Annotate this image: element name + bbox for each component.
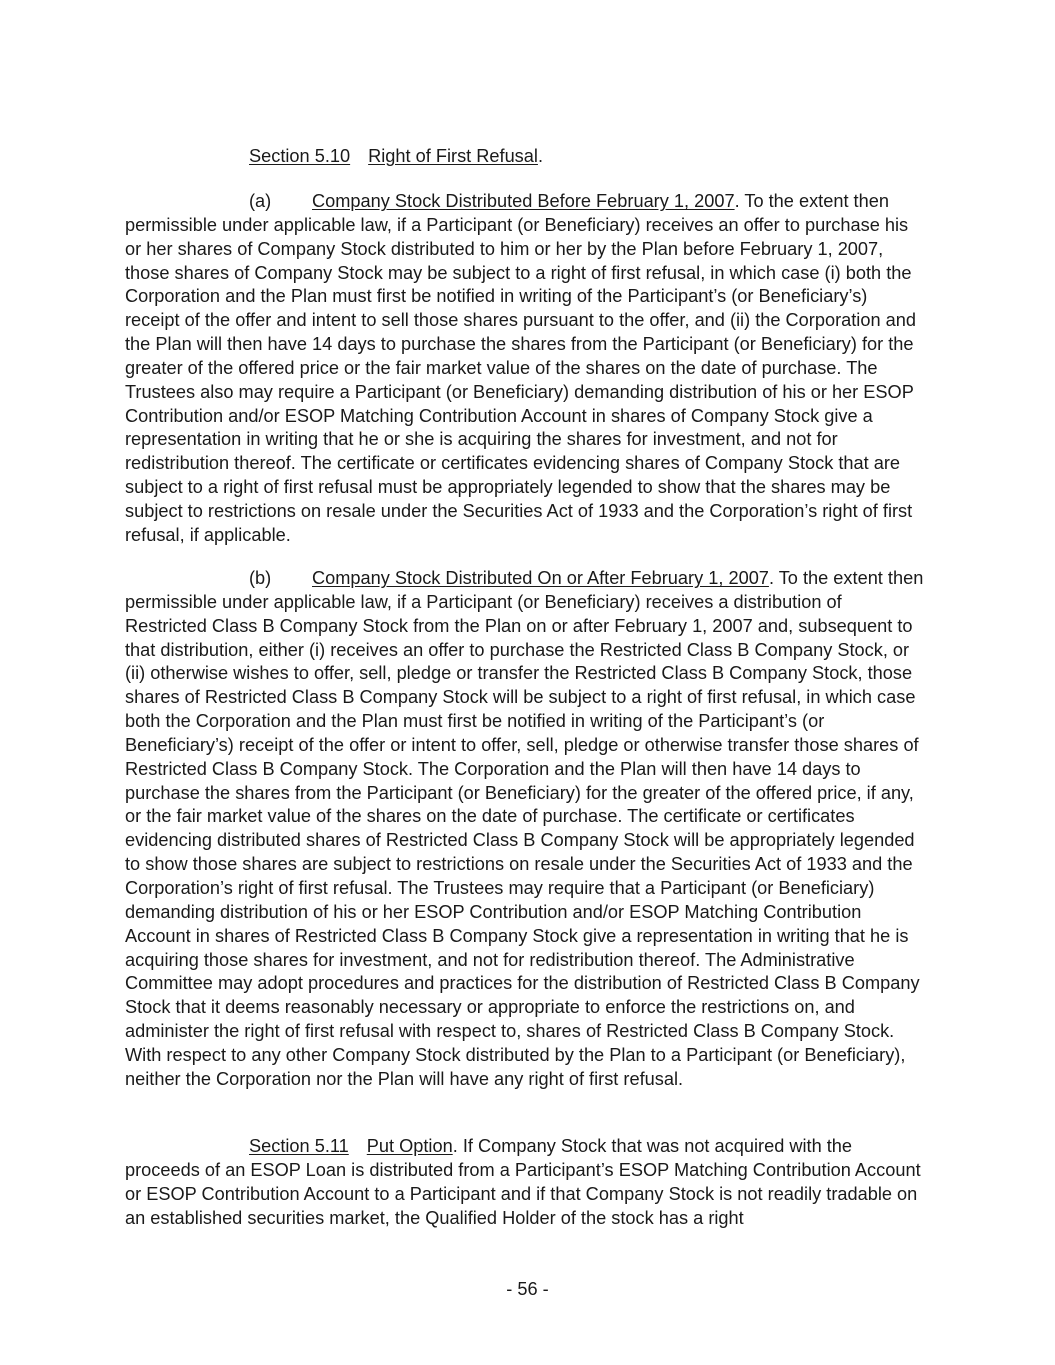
section-5-10-number: Section 5.10 [249, 146, 351, 166]
section-5-11-number: Section 5.11 [249, 1136, 349, 1156]
section-5-11-paragraph [125, 1135, 925, 1230]
paragraph-b-body: . To the extent then permissible under applicable law, if a Participant (or Beneficiary) receives a distribution of Restricted Class B Company Stock from the Plan on or after February 1, 2007 and, subsequent to that distribution, either (i) receives an offer to purchase the Restricted Class B Company Stock, or (ii) otherwise wishes to offer, sell, pledge or transfer the Restricted Class B Company Stock, those shares of Restricted Class B Company Stock will be subject to a right of first refusal, in which case both the Corporation and the Plan must first be notified in writing of the Participant’s (or Beneficiary’s) receipt of the offer or intent to offer, sell, pledge or otherwise transfer those shares of Restricted Class B Company Stock. The Corporation and the Plan will then have 14 days to purchase the shares from the Participant (or Beneficiary) for the greater of the offered price, if any, or the fair market value of the shares on the date of purchase. The certificate or certificates evidencing distributed shares of Restricted Class B Company Stock will be appropriately legended to show those shares are subject to restrictions on resale under the Securities Act of 1933 and the Corporation’s right of first refusal. The Trustees may require that a Participant (or Beneficiary) demanding distribution of his or her ESOP Contribution and/or ESOP Matching Contribution Account in shares of Restricted Class B Company Stock give a representation in writing that he is acquiring those shares for investment, and not for redistribution thereof. The Administrative Committee may adopt procedures and practices for the distribution of Restricted Class B Company Stock that it deems reasonably necessary or appropriate to enforce the restrictions on, and administer the right of first refusal with respect to, shares of Restricted Class B Company Stock. With respect to any other Company Stock distributed by the Plan to a Participant (or Beneficiary), neither the Corporation nor the Plan will have any right of first refusal. [125, 568, 924, 1089]
paragraph-a [125, 190, 925, 548]
paragraph-b [125, 567, 925, 1092]
section-5-10-title: Right of First Refusal [368, 146, 538, 166]
section-5-11-body: . If Company Stock that was not acquired with the proceeds of an ESOP Loan is distributed from a Participant’s ESOP Matching Contribution Account or ESOP Contribution Account to a Participant and if that Company Stock is not readily tradable on an established securities market, the Qualified Holder of the stock has a right [125, 1136, 921, 1228]
paragraph-a-body: . To the extent then permissible under applicable law, if a Participant (or Beneficiary) receives an offer to purchase his or her shares of Company Stock distributed to him or her by the Plan before February 1, 2007, those shares of Company Stock may be subject to a right of first refusal, in which case (i) both the Corporation and the Plan must first be notified in writing of the Participant’s (or Beneficiary’s) receipt of the offer and intent to sell those shares pursuant to the offer, and (ii) the Corporation and the Plan will then have 14 days to purchase the shares from the Participant (or Beneficiary) for the greater of the offered price or the fair market value of the shares on the date of purchase. The Trustees also may require a Participant (or Beneficiary) demanding distribution of his or her ESOP Contribution and/or ESOP Matching Contribution Account in shares of Company Stock give a representation in writing that he or she is acquiring the shares for investment, and not for redistribution thereof. The certificate or certificates evidencing shares of Company Stock that are subject to a right of first refusal must be appropriately legended to show that the shares may be subject to restrictions on resale under the Securities Act of 1933 and the Corporation’s right of first refusal, if applicable. [125, 191, 916, 545]
section-5-11-title: Put Option [366, 1136, 453, 1156]
section-5-10-title-end: . [537, 146, 543, 166]
section-5-10-heading [249, 145, 1049, 169]
paragraph-a-heading: Company Stock Distributed Before February 1, 2007 [312, 191, 735, 211]
page-number: - 56 - [506, 1279, 549, 1299]
paragraph-b-label: (b) [249, 568, 272, 588]
paragraph-a-label: (a) [249, 191, 272, 211]
paragraph-b-heading: Company Stock Distributed On or After February 1, 2007 [312, 568, 769, 588]
